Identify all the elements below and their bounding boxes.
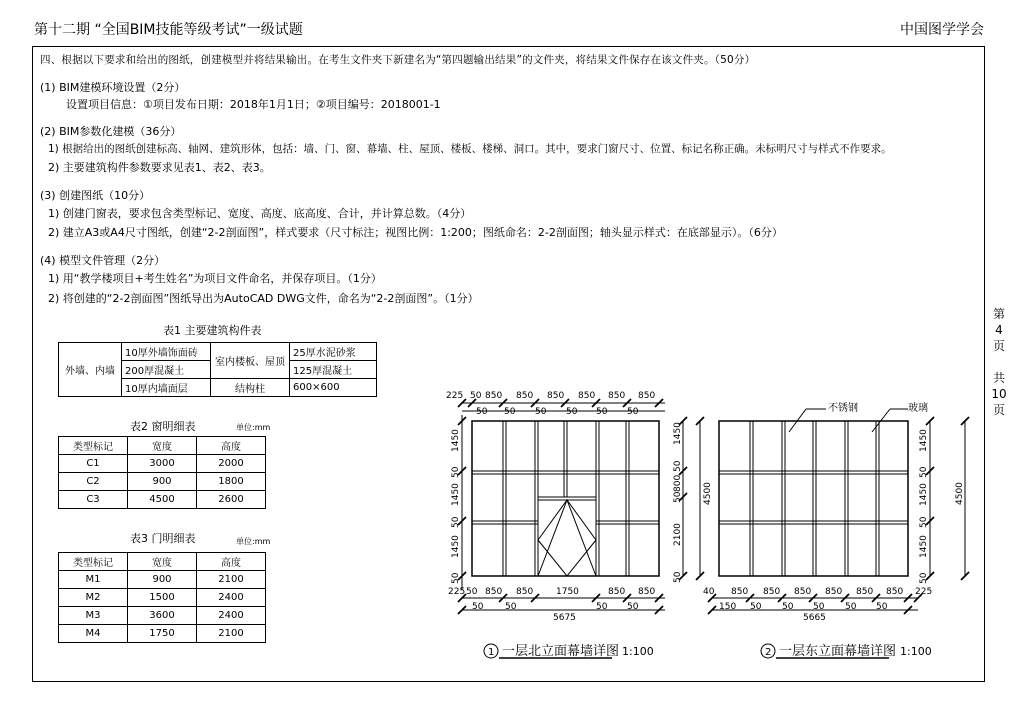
north-curtain-wall-frame xyxy=(472,421,659,576)
d1-bottom-sub-0: 50 xyxy=(472,602,484,612)
d1-bottom-sub-1: 50 xyxy=(505,602,517,612)
d1-bottom-dim-2: 850 xyxy=(485,587,503,597)
d1-left-dim-1: 50 xyxy=(451,466,461,478)
d1-top-dim-3: 850 xyxy=(516,391,534,401)
d1-top-dim-7: 850 xyxy=(638,391,656,401)
d1-top-dim-1: 50 xyxy=(470,391,482,401)
d2-bottom-sub-5: 50 xyxy=(876,602,888,612)
d2-label-mullion: 不锈钢 xyxy=(828,403,858,414)
d1-top-dim-2: 850 xyxy=(485,391,503,401)
section2-line2: 2) 主要建筑构件参数要求见表1、表2、表3。 xyxy=(48,161,271,174)
d2-right-dim-3: 50 xyxy=(919,516,929,528)
d2-label-glass: 玻璃 xyxy=(908,403,928,414)
d2-bottom-sub-3: 50 xyxy=(813,602,825,612)
table1-components: 外墙、内墙 10厚外墙饰面砖 室内楼板、屋顶 25厚水泥砂浆 200厚混凝土 125厚混凝土 10厚内墙面层 结构柱 600×600 xyxy=(58,342,377,397)
d1-top-dim-0: 225 xyxy=(446,391,464,401)
section4-line2: 2) 将创建的“2-2剖面图”图纸导出为AutoCAD DWG文件，命名为“2-2剖面图”。（1分） xyxy=(48,292,479,305)
d2-bottom-sub-4: 50 xyxy=(845,602,857,612)
drawing1-scale: 1:100 xyxy=(622,645,654,658)
section3-title: (3) 创建图纸（10分） xyxy=(40,189,151,202)
d1-top-dim-6: 850 xyxy=(608,391,626,401)
drawing2-number: 2 xyxy=(765,647,772,658)
d1-mid-dim-3: 50 xyxy=(673,491,683,503)
table3-caption: 表3 门明细表 xyxy=(130,532,196,545)
d1-left-dim-3: 50 xyxy=(451,516,461,528)
table3-doors: 类型标记 宽度 高度 M1 900 2100 M2 1500 2400 M3 3600 2400 M4 1750 2100 xyxy=(58,552,266,643)
d2-right-dim-5: 50 xyxy=(919,572,929,584)
d1-bottom-dim-4: 1750 xyxy=(556,587,579,597)
d1-top-dim-4: 850 xyxy=(547,391,565,401)
d1-top-dim-5: 850 xyxy=(578,391,596,401)
section3-line1: 1) 创建门窗表，要求包含类型标记、宽度、高度、底高度、合计，并计算总数。（4分） xyxy=(48,207,472,220)
section3-line2: 2) 建立A3或A4尺寸图纸，创建“2-2剖面图”，样式要求（尺寸标注；视图比例：1:200；图纸命名：2-2剖面图；轴头显示样式：在底部显示）。（6分） xyxy=(48,226,783,239)
d1-top-sub-0: 50 xyxy=(476,407,488,417)
page-info: 第 4 页 共 10 页 xyxy=(991,307,1007,417)
table2-caption: 表2 窗明细表 xyxy=(130,420,196,433)
east-curtain-wall-frame xyxy=(719,421,908,576)
d2-right-dim-1: 50 xyxy=(919,466,929,478)
d1-left-dim-2: 1450 xyxy=(451,483,461,506)
section2-line1: 1) 根据给出的图纸创建标高、轴网、建筑形体，包括：墙、门、窗、幕墙、柱、屋顶、楼板、楼梯、洞口。其中，要求门窗尺寸、位置、标记名称正确。未标明尺寸与样式不作要求。 xyxy=(48,143,892,155)
question-intro: 四、根据以下要求和给出的图纸，创建模型并将结果输出。在考生文件夹下新建名为“第四题输出结果”的文件夹，将结果文件保存在该文件夹。（50分） xyxy=(40,54,756,66)
organization-name: 中国图学学会 xyxy=(900,22,984,38)
d1-bottom-dim-6: 850 xyxy=(638,587,656,597)
d1-mid-dim-0: 1450 xyxy=(673,422,683,445)
d2-right-dim-4: 1450 xyxy=(919,535,929,558)
d2-bottom-dim-1: 850 xyxy=(731,587,749,597)
section4-title: (4) 模型文件管理（2分） xyxy=(40,254,166,267)
d1-mid-total: 4500 xyxy=(703,482,713,505)
d1-bottom-dim-1: 50 xyxy=(466,587,478,597)
d2-bottom-sub-2: 50 xyxy=(782,602,794,612)
d1-bottom-sub-3: 50 xyxy=(627,602,639,612)
d1-mid-dim-2: 800 xyxy=(673,474,683,492)
table1-caption: 表1 主要建筑构件表 xyxy=(163,324,262,337)
d2-right-dim-2: 1450 xyxy=(919,483,929,506)
d1-mid-dim-1: 50 xyxy=(673,460,683,472)
section1-line1: 设置项目信息：①项目发布日期：2018年1月1日；②项目编号：2018001-1 xyxy=(66,98,441,111)
table2-unit: 单位:mm xyxy=(236,423,271,432)
d1-bottom-dim-0: 225 xyxy=(448,587,466,597)
d1-top-sub-4: 50 xyxy=(596,407,608,417)
d1-left-dim-0: 1450 xyxy=(451,429,461,452)
d1-top-sub-3: 50 xyxy=(566,407,578,417)
d1-bottom-sub-2: 50 xyxy=(596,602,608,612)
d2-right-dim-0: 1450 xyxy=(919,429,929,452)
drawing1-title: 一层北立面幕墙详图 xyxy=(502,644,620,659)
table3-unit: 单位:mm xyxy=(236,537,271,546)
d2-bottom-dim-3: 850 xyxy=(794,587,812,597)
d1-bottom-dim-3: 850 xyxy=(516,587,534,597)
d2-bottom-dim-5: 850 xyxy=(856,587,874,597)
d2-bottom-sub-1: 50 xyxy=(750,602,762,612)
drawing2-title: 一层东立面幕墙详图 xyxy=(779,644,897,659)
exam-title: 第十二期 “全国BIM技能等级考试”一级试题 xyxy=(34,22,303,38)
section1-title: (1) BIM建模环境设置（2分） xyxy=(40,81,186,94)
d1-left-dim-4: 1450 xyxy=(451,535,461,558)
d1-total: 5675 xyxy=(553,613,576,623)
d2-bottom-dim-4: 850 xyxy=(825,587,843,597)
d2-bottom-dim-2: 850 xyxy=(763,587,781,597)
d2-right-total: 4500 xyxy=(955,482,965,505)
d2-total: 5665 xyxy=(803,613,826,623)
d2-bottom-dim-0: 40 xyxy=(703,587,715,597)
d1-top-sub-5: 50 xyxy=(627,407,639,417)
drawing1-number: 1 xyxy=(488,647,495,658)
section4-line1: 1) 用“教学楼项目+考生姓名”为项目文件命名，并保存项目。（1分） xyxy=(48,272,382,285)
d1-top-sub-1: 50 xyxy=(504,407,516,417)
table2-windows: 类型标记 宽度 高度 C1 3000 2000 C2 900 1800 C3 4500 2600 xyxy=(58,436,266,509)
d2-bottom-dim-6: 850 xyxy=(886,587,904,597)
section2-title: (2) BIM参数化建模（36分） xyxy=(40,125,182,138)
d2-bottom-sub-0: 150 xyxy=(719,602,737,612)
d1-left-dim-5: 50 xyxy=(451,572,461,584)
d1-bottom-dim-5: 850 xyxy=(608,587,626,597)
d2-bottom-dim-7: 225 xyxy=(915,587,933,597)
d1-mid-dim-4: 2100 xyxy=(673,523,683,546)
d1-mid-dim-5: 50 xyxy=(673,571,683,583)
d1-top-sub-2: 50 xyxy=(535,407,547,417)
drawing2-scale: 1:100 xyxy=(900,645,932,658)
